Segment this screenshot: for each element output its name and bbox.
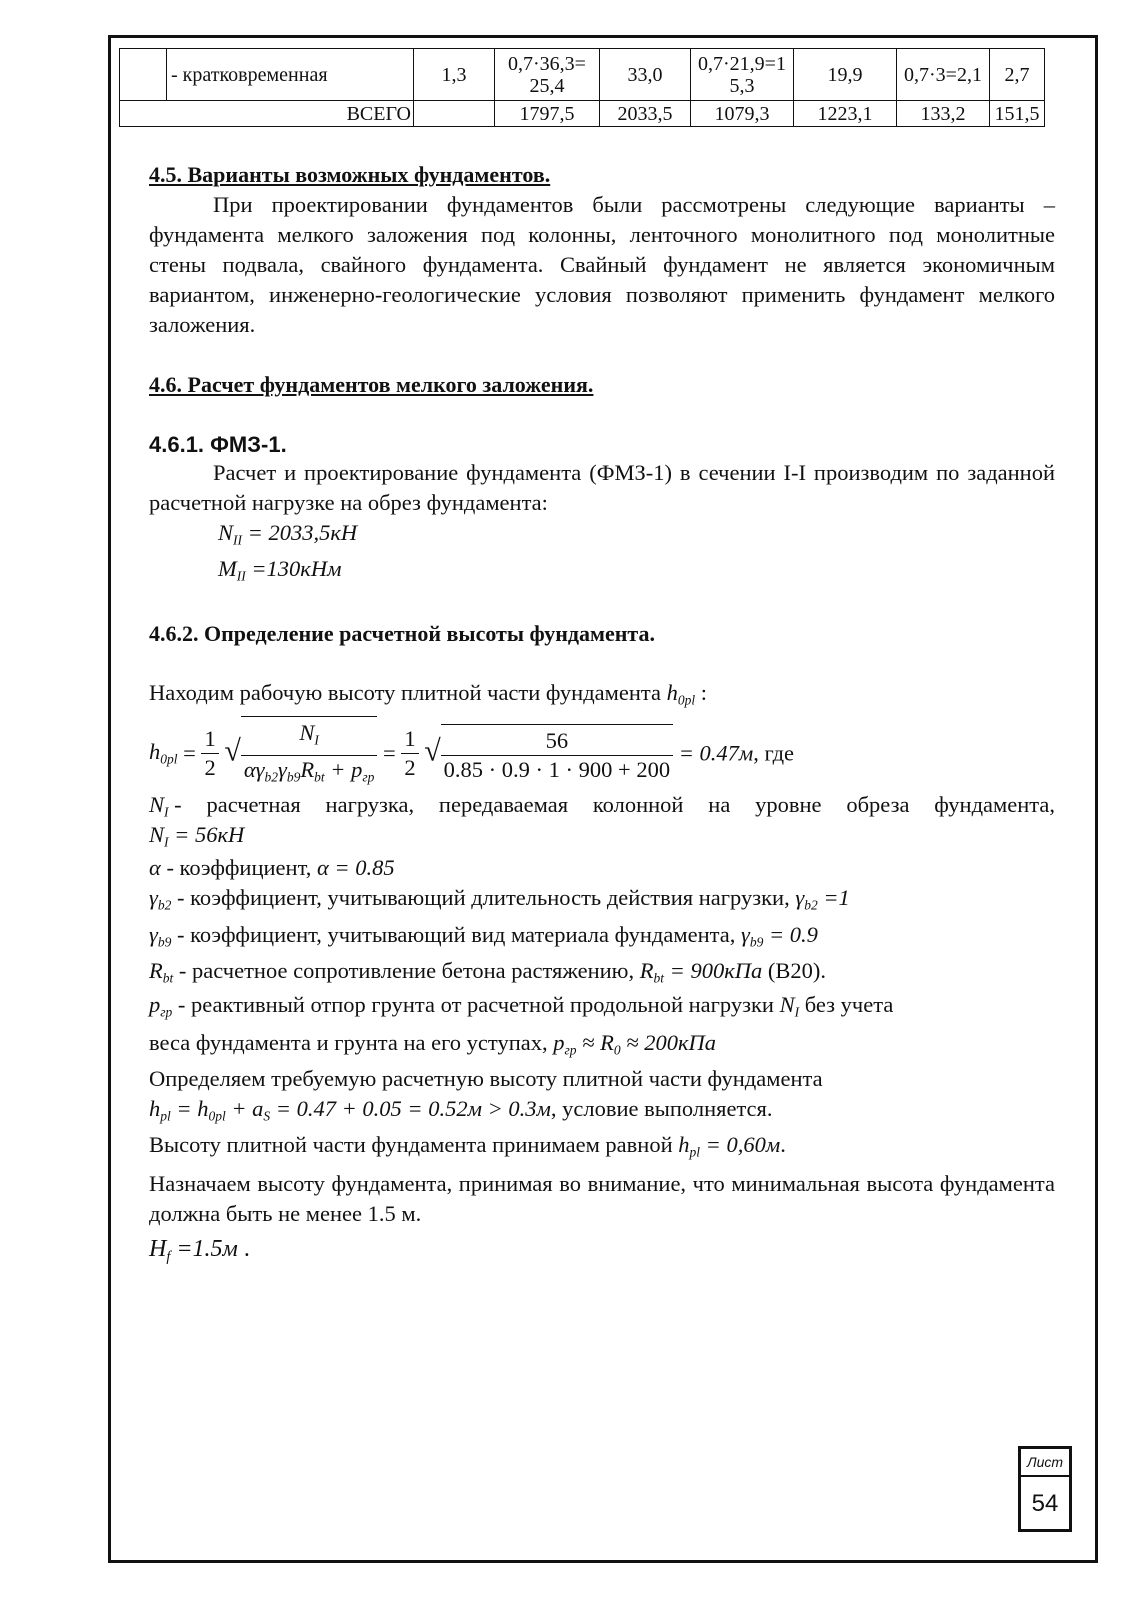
table-cell: 2,7 (990, 49, 1045, 101)
section-text-4-5: При проектировании фундаментов были рассмотрены следующие варианты – фундамента мелкого заложения под колонны, ленточного монолитного под монолитные стены подвала, свайного фундамента. Свайный фундамент не является экономичным вариантом, инженерно-геологические условия позволяют применить фундамент мелкого заложения. (149, 192, 1055, 337)
gb2-line: $\gamma_{b2}$ - коэффициент, учитывающий длительность действия нагрузки, $\gamma_{b2} =1$ (149, 885, 850, 913)
section-title-4-6-2: 4.6.2. Определение расчетной высоты фундамента. (149, 621, 655, 646)
table-cell: 1797,5 (495, 101, 600, 127)
table-cell: 0,7·36,3= 25,4 (495, 49, 600, 101)
pgr-line-2: веса фундамента и грунта на его уступах, $p_{гр} \approx R_0 \approx 200кПа$ (149, 1030, 716, 1058)
table-cell: 133,2 (897, 101, 990, 127)
table-cell (414, 101, 495, 127)
hpl-formula: $h_{pl} = h_{0pl} + a_S = 0.47 + 0.05 = 0.52м > 0.3м$, условие выполняется. (149, 1096, 773, 1124)
sheet-stamp (1018, 1446, 1072, 1532)
section-text-4-6-1: Расчет и проектирование фундамента (ФМЗ-1) в сечении I-I производим по заданной расчетной нагрузке на обрез фундамента: (149, 460, 1055, 515)
table-cell: 33,0 (600, 49, 691, 101)
page-number: 54 (1031, 1490, 1059, 1517)
final-text: Назначаем высоту фундамента, принимая во внимание, что минимальная высота фундамента должна быть не менее 1.5 м. (149, 1171, 1055, 1226)
gb9-line: $\gamma_{b9}$ - коэффициент, учитывающий вид материала фундамента, $\gamma_{b9} = 0.9$ (149, 922, 818, 950)
table-cell: 0,7·3=2,1 (897, 49, 990, 101)
table-cell: 2033,5 (600, 101, 691, 127)
table-row (120, 49, 1045, 101)
ni-val-line: $N_I = 56кН$ (149, 822, 245, 850)
formula-n2: $N_{II} = 2033,5кН$ (218, 520, 358, 548)
pgr-line: $p_{гр}$ - реактивный отпор грунта от расчетной продольной нагрузки $N_I$ без учета (149, 992, 894, 1020)
table-cell: 1223,1 (794, 101, 897, 127)
table-cell: 1079,3 (691, 101, 794, 127)
table-cell: ВСЕГО (120, 101, 414, 127)
section-title-4-6-1: 4.6.1. ФМЗ-1. (149, 432, 287, 457)
intro-line: Находим рабочую высоту плитной части фундамента $h_{0pl}$ : (149, 680, 708, 708)
hf-formula: $H_f =1.5м$ . (149, 1236, 250, 1266)
alpha-line: α - коэффициент, α = 0.85 (149, 855, 395, 880)
table-row (120, 101, 1045, 127)
formula-m2: $M_{II} =130кНм$ (218, 556, 342, 584)
loads-table (119, 48, 1045, 127)
table-cell: 1,3 (414, 49, 495, 101)
accept-line: Высоту плитной части фундамента принимаем равной $h_{pl} = 0,60м$. (149, 1132, 786, 1160)
req-line: Определяем требуемую расчетную высоту плитной части фундамента (149, 1066, 823, 1091)
section-title-4-5: 4.5. Варианты возможных фундаментов. (149, 162, 551, 187)
table-cell: - кратковременная (167, 49, 414, 101)
table-cell: 151,5 (990, 101, 1045, 127)
section-title-4-6: 4.6. Расчет фундаментов мелкого заложения. (149, 372, 594, 397)
ni-desc-line: $N_I$ - расчетная нагрузка, передаваемая колонной на уровне обреза фундамента, (149, 792, 1055, 820)
table-cell: 19,9 (794, 49, 897, 101)
sheet-label: Лист (1021, 1449, 1069, 1477)
rbt-line: $R_{bt}$ - расчетное сопротивление бетона растяжению, $R_{bt} = 900кПа$ (В20). (149, 958, 826, 986)
formula-h0pl: $h_{0pl}$ = $\frac{1}{2}$ √ $\frac{N_I}{\alpha\gamma_{b2}\gamma_{b9}R_{bt} + p_{гр}}$ = $\frac{1}{2}$ √ $\frac{56}{0.85 \cdot 0.9 \cdot 1 \cdot 900 + 200}$ = 0.47м, где (149, 716, 794, 776)
table-cell: 0,7·21,9=1 5,3 (691, 49, 794, 101)
